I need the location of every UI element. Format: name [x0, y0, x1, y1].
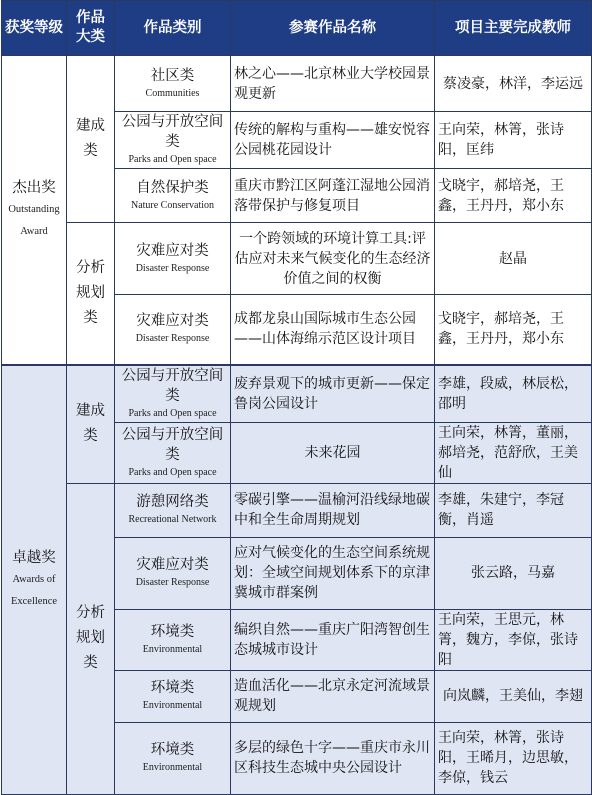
major-type-cell: 建成类: [67, 365, 115, 484]
teachers-cell: 王向荣，王思元，林箐，魏方，李倞，张诗阳: [435, 609, 592, 670]
teachers-cell: 王向荣，林箐，张诗阳，匡纬: [435, 112, 592, 169]
teachers-cell: 王向荣，林箐，董丽，郝培尧，范舒欣，王美仙: [435, 422, 592, 483]
project-name-cell: 编织自然——重庆广阳湾智创生态城城市设计: [231, 609, 435, 670]
project-name-cell: 传统的解构与重构——雄安悦容公园桃花园设计: [231, 112, 435, 169]
category-cell: 公园与开放空间类 Parks and Open space: [115, 365, 231, 423]
project-name-cell: 废弃景观下的城市更新——保定鲁岗公园设计: [231, 365, 435, 423]
project-name-cell: 零碳引擎——温榆河沿线绿地碳中和全生命周期规划: [231, 483, 435, 537]
category-cell: 公园与开放空间类 Parks and Open space: [115, 112, 231, 169]
category-cell: 环境类 Environmental: [115, 609, 231, 670]
teachers-cell: 戈晓宇，郝培尧，王鑫，王丹丹，郑小东: [435, 169, 592, 223]
teachers-cell: 张云路，马嘉: [435, 537, 592, 609]
header-row: [2, 1, 592, 56]
teachers-cell: 戈晓宇，郝培尧，王鑫，王丹丹，郑小东: [435, 295, 592, 365]
teachers-cell: 王向荣，林箐，张诗阳，王晞月，边思敏，李倞，钱云: [435, 722, 592, 794]
project-name-cell: 林之心——北京林业大学校园景观更新: [231, 56, 435, 112]
teachers-cell: 蔡凌豪，林洋，李运远: [435, 56, 592, 112]
award-level-en: Outstanding Award: [8, 203, 60, 237]
table-row: [2, 56, 592, 112]
header-major-type: 作品大类: [67, 1, 115, 56]
awards-table: [1, 0, 592, 795]
award-level-zh: 卓越奖: [12, 549, 56, 566]
award-level-cell: [2, 56, 67, 365]
project-name-cell: 重庆市黔江区阿蓬江湿地公园消落带保护与修复项目: [231, 169, 435, 223]
header-category: 作品类别: [115, 1, 231, 56]
category-cell: 公园与开放空间类 Parks and Open space: [115, 422, 231, 483]
award-level-cell: [2, 365, 67, 795]
teachers-cell: 赵晶: [435, 223, 592, 295]
category-cell: 灾难应对类 Disaster Response: [115, 537, 231, 609]
major-type-cell: 建成类: [67, 56, 115, 223]
teachers-cell: 向岚麟，王美仙，李翅: [435, 670, 592, 722]
category-cell: 自然保护类 Nature Conservation: [115, 169, 231, 223]
project-name-cell: 多层的绿色十字——重庆市永川区科技生态城中央公园设计: [231, 722, 435, 794]
award-level-zh: 杰出奖: [12, 179, 56, 196]
table-row: [2, 365, 592, 423]
category-cell: 社区类 Communities: [115, 56, 231, 112]
teachers-cell: 李雄，段威，林辰松，邵明: [435, 365, 592, 423]
category-cell: 环境类 Environmental: [115, 670, 231, 722]
category-cell: 灾难应对类 Disaster Response: [115, 295, 231, 365]
major-type-cell: 分析规划类: [67, 223, 115, 365]
header-teachers: 项目主要完成教师: [435, 1, 592, 56]
teachers-cell: 李雄，朱建宁，李冠衡，肖遥: [435, 483, 592, 537]
category-cell: 灾难应对类 Disaster Response: [115, 223, 231, 295]
project-name-cell: 应对气候变化的生态空间系统规划：全域空间规划体系下的京津冀城市群案例: [231, 537, 435, 609]
table-row: [2, 223, 592, 295]
award-level-en: Awards of Excellence: [10, 573, 58, 607]
table-row: [2, 483, 592, 537]
project-name-cell: 一个跨领域的环境计算工具:评估应对未来气候变化的生态经济价值之间的权衡: [231, 223, 435, 295]
category-cell: 游憩网络类 Recreational Network: [115, 483, 231, 537]
major-type-cell: 分析规划类: [67, 483, 115, 794]
project-name-cell: 造血活化——北京永定河流域景观规划: [231, 670, 435, 722]
header-project-name: 参赛作品名称: [231, 1, 435, 56]
header-award-level: 获奖等级: [2, 1, 67, 56]
category-cell: 环境类 Environmental: [115, 722, 231, 794]
project-name-cell: 未来花园: [231, 422, 435, 483]
project-name-cell: 成都龙泉山国际城市生态公园——山体海绵示范区设计项目: [231, 295, 435, 365]
